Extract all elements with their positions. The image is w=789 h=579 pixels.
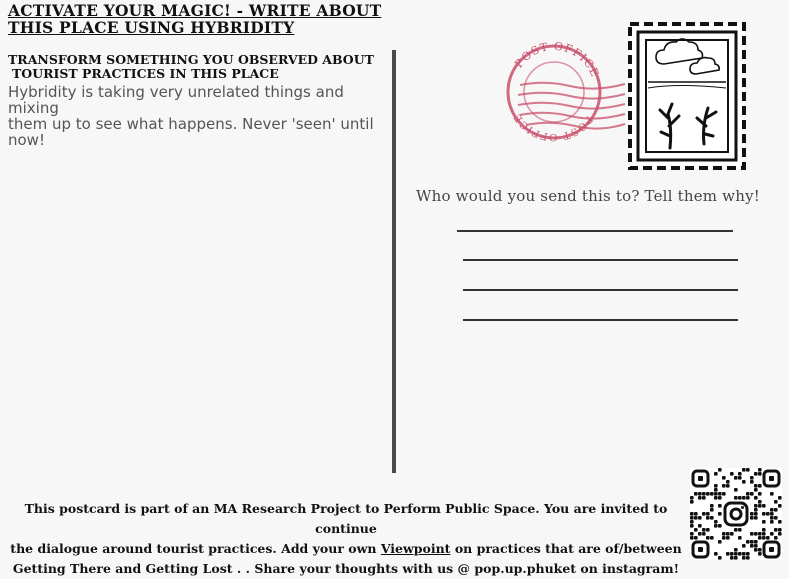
postmark-top-text: POST OFFICE [512,40,602,80]
address-line-2[interactable] [463,259,738,261]
title-line-2: THIS PLACE USING HYBRIDITY [8,18,295,37]
prompt-heading [8,53,388,81]
desc-line-2: them up to see what happens. Never 'seen' until now! [8,115,374,149]
prompt-line-2: TOURIST PRACTICES IN THIS PLACE [12,66,279,81]
send-question: Who would you send this to? Tell them why! [416,187,760,205]
stamp-icon [624,18,750,174]
title-line-1: ACTIVATE YOUR MAGIC! - WRITE ABOUT [8,1,382,20]
svg-text:POST OFFICE [512,40,601,79]
address-line-1[interactable] [457,230,733,232]
postmark-icon [500,40,630,150]
desc-line-1: Hybridity is taking very unrelated things and mixing [8,83,344,117]
footer-line-1: This postcard is part of an MA Research Project to Perform Public Space. You are invited to continue [24,501,668,536]
footer-line-2 [6,539,686,559]
postmark-bottom-text: POST OFFICE [511,110,595,143]
center-divider [392,50,396,473]
hybridity-description [8,84,398,148]
footer-text [6,499,686,579]
qr-code-icon[interactable] [690,468,782,560]
address-line-3[interactable] [463,289,738,291]
prompt-line-1: TRANSFORM SOMETHING YOU OBSERVED ABOUT [8,52,374,67]
card-title [8,2,381,36]
footer-line-2-post: on practices that are of/between [450,541,682,556]
footer-line-3: Getting There and Getting Lost . . Share your thoughts with us @ pop.up.phuket on instagram! [12,561,680,576]
footer-line-2-pre: the dialogue around tourist practices. Add your own [10,541,381,556]
address-line-4[interactable] [463,319,738,321]
viewpoint-link[interactable]: Viewpoint [380,541,451,556]
